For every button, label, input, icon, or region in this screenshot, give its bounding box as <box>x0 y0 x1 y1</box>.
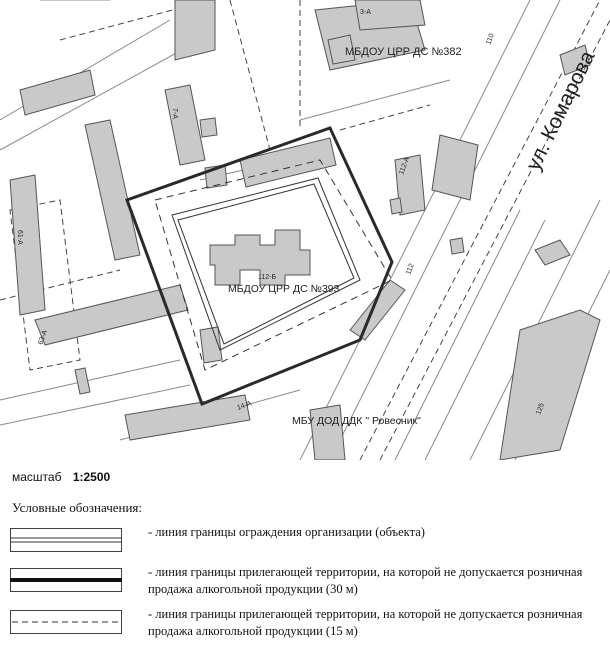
legend-swatch-dashed-line <box>10 610 122 634</box>
house-number: 14-А <box>236 400 253 412</box>
legend-title: Условные обозначения: <box>12 500 143 515</box>
house-number: 112 <box>405 262 416 276</box>
label-school-393-number: 112-Б <box>258 274 277 281</box>
scale-value: 1:2500 <box>72 470 111 484</box>
legend-item-fence <box>10 524 600 560</box>
label-school-382: МБДОУ ЦРР ДС №382 <box>345 46 462 58</box>
house-number: 3-А <box>360 9 371 16</box>
legend-item-15m <box>10 606 600 642</box>
legend-item-30m <box>10 564 600 600</box>
label-center: МБУ ДОД ДДК " Ровесник" <box>292 415 421 427</box>
legend-swatch-double-line <box>10 528 122 552</box>
house-number: 110 <box>485 32 496 46</box>
legend-text-30m: - линия границы прилегающей территории, на которой не допускается розничная продажа алкогольной продукции (30 м) <box>148 565 583 596</box>
house-number: 7-А <box>171 108 178 119</box>
scale-row <box>12 470 110 484</box>
house-number: 125 <box>535 402 546 416</box>
house-number: 61-А <box>16 230 23 245</box>
legend-text-fence: - линия границы ограждения организации (объекта) <box>148 525 425 539</box>
house-number: 112-А <box>398 156 412 176</box>
scale-label: масштаб <box>12 470 62 484</box>
street-label: ул. Комарова <box>521 47 600 175</box>
label-school-393: МБДОУ ЦРР ДС №393 <box>228 283 340 295</box>
legend-swatch-thick-line <box>10 568 122 592</box>
legend-text-15m: - линия границы прилегающей территории, на которой не допускается розничная продажа алкогольной продукции (15 м) <box>148 607 583 638</box>
house-number: 63-А <box>37 329 49 346</box>
